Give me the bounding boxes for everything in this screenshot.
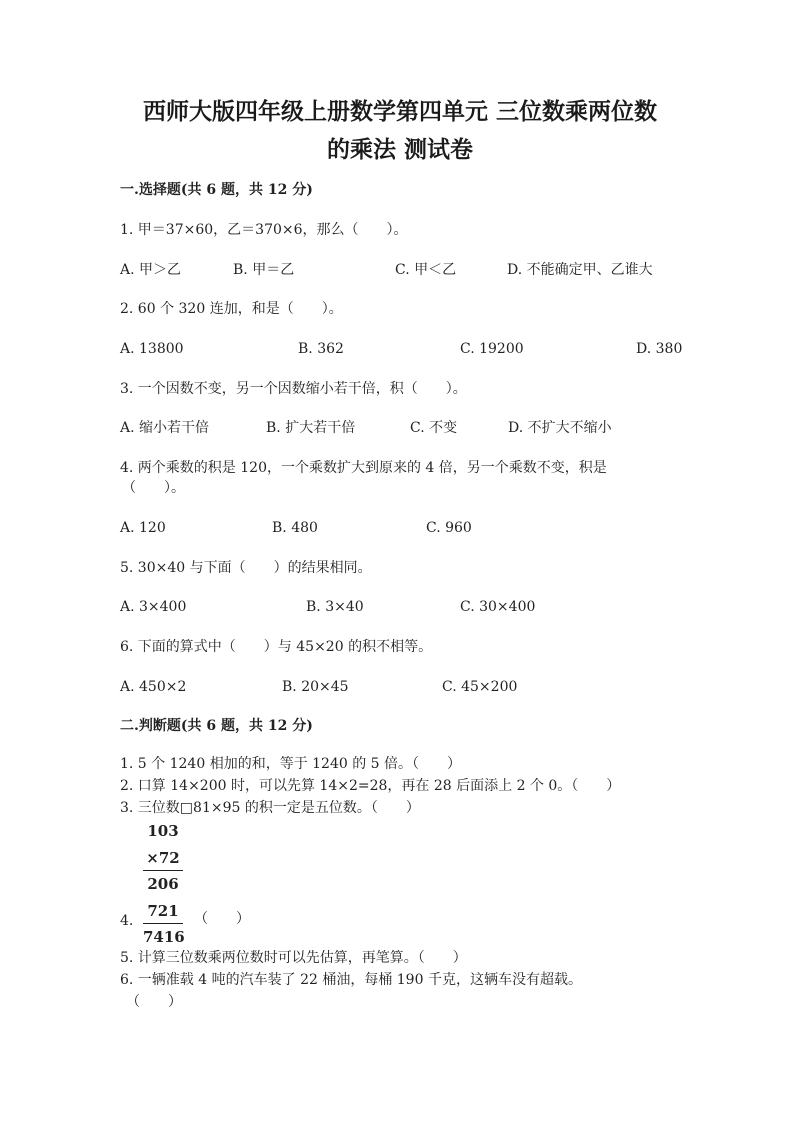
judge-item-2: 2. 口算 14×200 时，可以先算 14×2=28，再在 28 后面添上 2 个 0。（ ） <box>120 778 621 794</box>
q5-option-c: C. 30×400 <box>460 599 536 615</box>
q4-option-c: C. 960 <box>426 520 472 536</box>
judge-item-1: 1. 5 个 1240 相加的和，等于 1240 的 5 倍。（ ） <box>120 756 462 772</box>
q2-option-c: C. 19200 <box>460 341 524 357</box>
judge-item-6-paren: （ ） <box>126 994 182 1010</box>
q1-option-c: C. 甲＜乙 <box>395 262 457 278</box>
question-3: 3. 一个因数不变，另一个因数缩小若干倍，积（ ）。 <box>120 381 467 397</box>
question-5: 5. 30×40 与下面（ ）的结果相同。 <box>120 560 372 576</box>
q1-option-b: B. 甲＝乙 <box>233 262 295 278</box>
section-2-heading: 二.判断题(共 6 题，共 12 分) <box>120 718 313 734</box>
page-title <box>100 93 700 169</box>
title-line-2: 的乘法 测试卷 <box>326 136 473 163</box>
question-6: 6. 下面的算式中（ ）与 45×20 的积不相等。 <box>120 639 433 655</box>
q3-option-b: B. 扩大若干倍 <box>266 420 356 436</box>
q6-option-c: C. 45×200 <box>442 679 518 695</box>
q2-option-a: A. 13800 <box>120 341 184 357</box>
question-4: 4. 两个乘数的积是 120，一个乘数扩大到原来的 4 倍，另一个乘数不变，积是 <box>120 460 607 476</box>
vertical-calc-row-3: 206 <box>147 875 179 893</box>
q3-option-d: D. 不扩大不缩小 <box>508 420 612 436</box>
q4-option-b: B. 480 <box>272 520 318 536</box>
judge-item-4-number: 4. <box>120 913 134 929</box>
vertical-calc-line-1 <box>143 870 183 871</box>
title-line-1: 西师大版四年级上册数学第四单元 三位数乘两位数 <box>142 98 657 125</box>
vertical-calc-row-5: 7416 <box>143 928 185 946</box>
judge-item-5: 5. 计算三位数乘两位数时可以先估算，再笔算。（ ） <box>120 950 467 966</box>
q6-option-b: B. 20×45 <box>282 679 349 695</box>
judge-item-4-paren: （ ） <box>194 911 250 927</box>
q1-option-a: A. 甲＞乙 <box>120 262 182 278</box>
question-4-continued: （ ）。 <box>122 480 185 496</box>
question-1: 1. 甲＝37×60，乙＝370×6，那么（ ）。 <box>120 222 408 238</box>
vertical-calc-line-2 <box>143 923 183 924</box>
q1-option-d: D. 不能确定甲、乙谁大 <box>507 262 653 278</box>
judge-item-3: 3. 三位数□81×95 的积一定是五位数。（ ） <box>120 800 420 816</box>
q2-option-b: B. 362 <box>298 341 344 357</box>
q5-option-a: A. 3×400 <box>120 599 187 615</box>
judge-item-6: 6. 一辆准载 4 吨的汽车装了 22 桶油，每桶 190 千克，这辆车没有超载。 <box>120 972 582 988</box>
vertical-calc-row-2: ×72 <box>146 849 180 867</box>
q4-option-a: A. 120 <box>120 520 166 536</box>
q2-option-d: D. 380 <box>636 341 683 357</box>
q6-option-a: A. 450×2 <box>120 679 187 695</box>
vertical-calc-row-1: 103 <box>147 822 179 840</box>
q3-option-a: A. 缩小若干倍 <box>120 420 210 436</box>
section-1-heading: 一.选择题(共 6 题，共 12 分) <box>120 182 313 198</box>
q3-option-c: C. 不变 <box>410 420 458 436</box>
question-2: 2. 60 个 320 连加，和是（ ）。 <box>120 301 343 317</box>
vertical-calc-row-4: 721 <box>147 902 179 920</box>
q5-option-b: B. 3×40 <box>306 599 364 615</box>
